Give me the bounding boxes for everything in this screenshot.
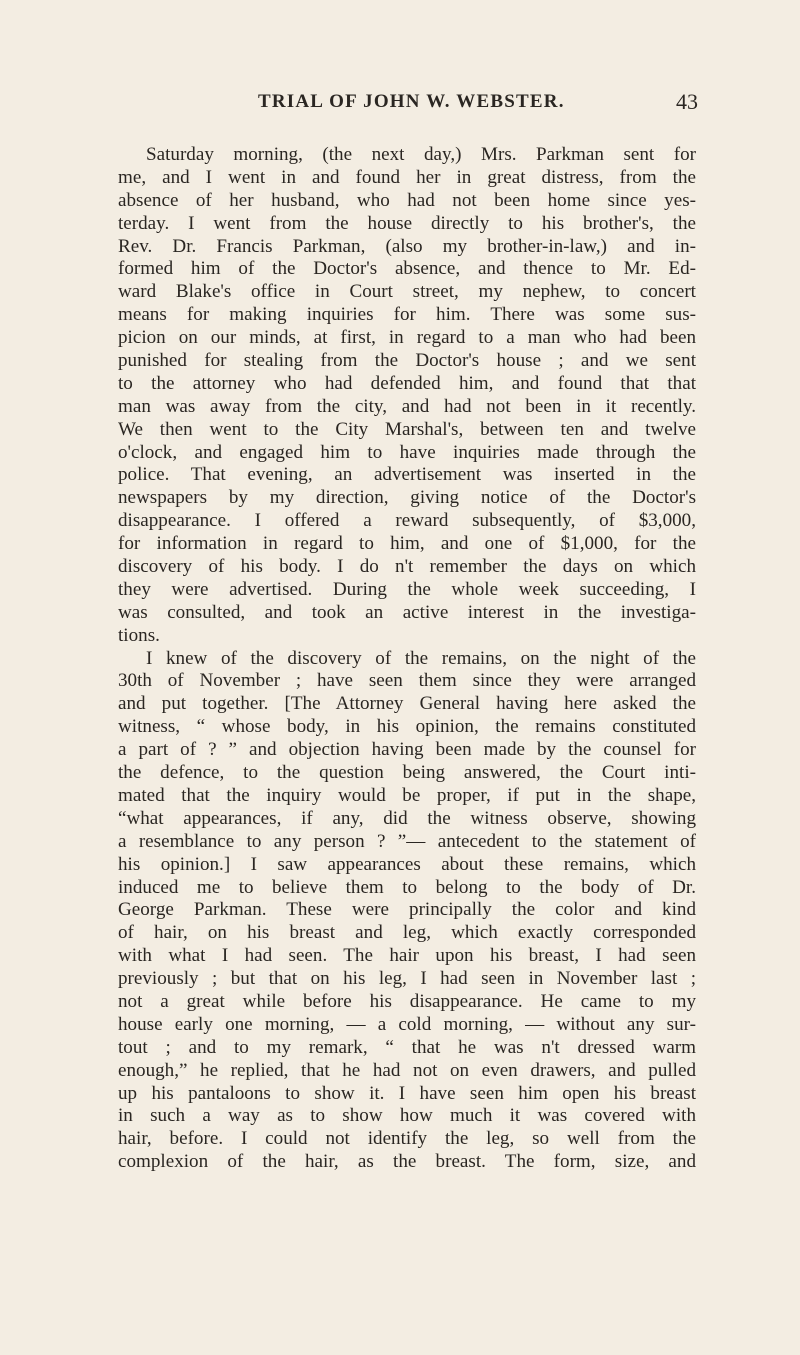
- text-line: formed him of the Doctor's absence, and thence to Mr. Ed-: [118, 258, 696, 280]
- text-line: previously ; but that on his leg, I had seen in November last ;: [118, 968, 696, 990]
- text-line: the defence, to the question being answered, the Court inti-: [118, 762, 696, 784]
- body-text: [118, 144, 696, 1174]
- text-line: to the attorney who had defended him, and found that that: [118, 372, 696, 394]
- text-line: punished for stealing from the Doctor's house ; and we sent: [118, 350, 696, 372]
- text-line: a resemblance to any person ? ”— antecedent to the statement of: [118, 830, 696, 852]
- text-line: and put together. [The Attorney General having here asked the: [118, 693, 696, 715]
- text-line: George Parkman. These were principally the color and kind: [118, 899, 696, 921]
- text-line: was consulted, and took an active interest in the investiga-: [118, 601, 696, 623]
- text-line: hair, before. I could not identify the leg, so well from the: [118, 1128, 696, 1150]
- text-line: of hair, on his breast and leg, which exactly corresponded: [118, 922, 696, 944]
- text-line: for information in regard to him, and one of $1,000, for the: [118, 533, 696, 555]
- text-line: witness, “ whose body, in his opinion, the remains constituted: [118, 716, 696, 738]
- text-line: up his pantaloons to show it. I have seen him open his breast: [118, 1082, 696, 1104]
- text-line: not a great while before his disappearance. He came to my: [118, 990, 696, 1012]
- text-line: Rev. Dr. Francis Parkman, (also my brother-in-law,) and in-: [118, 235, 696, 257]
- text-line: tout ; and to my remark, “ that he was n't dressed warm: [118, 1036, 696, 1058]
- text-line: absence of her husband, who had not been home since yes-: [118, 189, 696, 211]
- page-number: 43: [676, 89, 698, 114]
- text-line: newspapers by my direction, giving notice of the Doctor's: [118, 487, 696, 509]
- text-line: induced me to believe them to belong to the body of Dr.: [118, 876, 696, 898]
- running-head: [118, 91, 698, 121]
- text-line: “what appearances, if any, did the witness observe, showing: [118, 807, 696, 829]
- text-line: in such a way as to show how much it was covered with: [118, 1105, 696, 1127]
- text-line: o'clock, and engaged him to have inquiries made through the: [118, 441, 696, 463]
- text-line: man was away from the city, and had not been in it recently.: [118, 395, 696, 417]
- text-line: mated that the inquiry would be proper, if put in the shape,: [118, 784, 696, 806]
- running-title: TRIAL OF JOHN W. WEBSTER.: [258, 91, 565, 112]
- text-line: We then went to the City Marshal's, between ten and twelve: [118, 418, 696, 440]
- text-line: means for making inquiries for him. There was some sus-: [118, 304, 696, 326]
- text-line: police. That evening, an advertisement was inserted in the: [118, 464, 696, 486]
- text-line: me, and I went in and found her in great distress, from the: [118, 166, 696, 188]
- text-line: his opinion.] I saw appearances about these remains, which: [118, 853, 696, 875]
- text-line: complexion of the hair, as the breast. The form, size, and: [118, 1151, 696, 1173]
- text-line: terday. I went from the house directly to his brother's, the: [118, 212, 696, 234]
- text-line: Saturday morning, (the next day,) Mrs. Parkman sent for: [146, 144, 696, 165]
- text-line: I knew of the discovery of the remains, on the night of the: [146, 647, 696, 669]
- text-line: picion on our minds, at first, in regard to a man who had been: [118, 327, 696, 349]
- text-line: discovery of his body. I do n't remember the days on which: [118, 556, 696, 578]
- text-line: with what I had seen. The hair upon his breast, I had seen: [118, 945, 696, 967]
- text-line: tions.: [118, 624, 160, 646]
- text-line: a part of ? ” and objection having been made by the counsel for: [118, 739, 696, 761]
- text-line: enough,” he replied, that he had not on even drawers, and pulled: [118, 1059, 696, 1081]
- text-line: 30th of November ; have seen them since they were arranged: [118, 670, 696, 692]
- text-line: disappearance. I offered a reward subsequently, of $3,000,: [118, 510, 696, 532]
- text-line: they were advertised. During the whole week succeeding, I: [118, 578, 696, 600]
- text-line: house early one morning, — a cold morning, — without any sur-: [118, 1013, 696, 1035]
- text-line: ward Blake's office in Court street, my nephew, to concert: [118, 281, 696, 303]
